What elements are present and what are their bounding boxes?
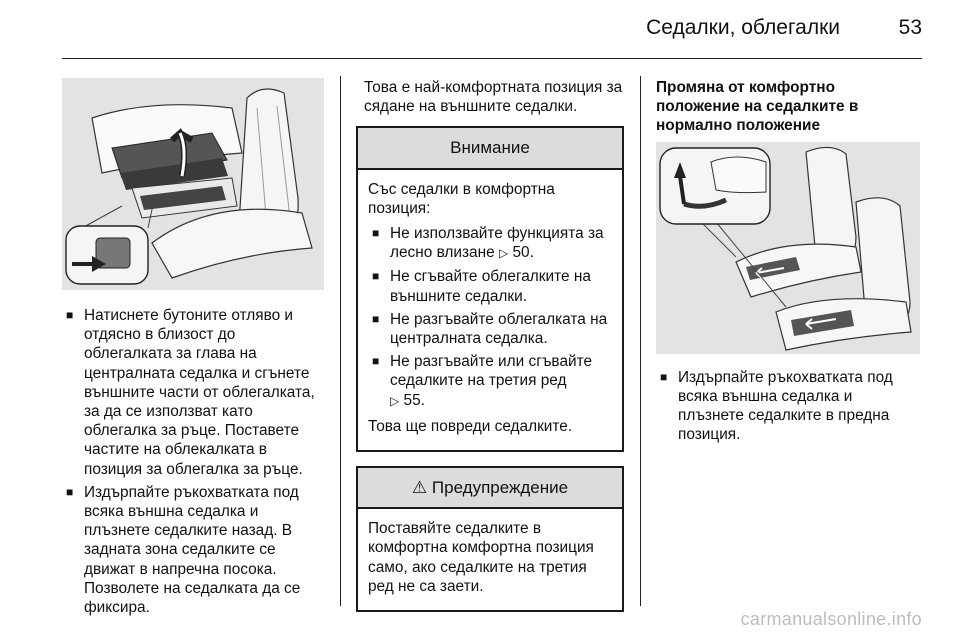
- column-3: [656, 78, 920, 448]
- caution-title: Внимание: [358, 128, 622, 169]
- caution-lead: Със седалки в комфортна позиция:: [368, 180, 555, 217]
- column-1: [62, 78, 324, 621]
- warning-body: Поставяйте седалките в комфортна комфортна позиция само, ако седалките на третия ред не са заети.: [368, 520, 594, 595]
- list-item: ■ Издърпайте ръкохватката под всяка външна седалка и плъзнете седалките назад. В задната зона седалките се движат в напречна посока. Позволете на седалката да се фиксира.: [62, 483, 324, 617]
- watermark: carmanualsonline.info: [740, 609, 922, 629]
- seat-slide-illustration: [656, 142, 920, 354]
- list-item: ■ Не използвайте функцията за лесно влизане ▷ 50.: [368, 224, 614, 263]
- list-item: ■ Не сгъвайте облегалките на външните седалки.: [368, 267, 614, 305]
- seat-armrest-illustration: [62, 78, 324, 290]
- header-divider: [62, 58, 922, 59]
- warning-triangle-icon: ⚠: [411, 478, 428, 498]
- list-item: ■ Не разгъвайте облегалката на централната седалка.: [368, 310, 614, 348]
- caution-closing: Това ще повреди седалките.: [368, 417, 573, 435]
- seat-illustration-graphic: [62, 78, 324, 290]
- warning-box: [356, 466, 624, 612]
- page-number: 53: [898, 16, 922, 39]
- warning-header: [358, 468, 622, 509]
- caution-list: [368, 224, 614, 411]
- instructions-list-1: [62, 306, 324, 617]
- list-item: ■ Издърпайте ръкохватката под всяка външна седалка и плъзнете седалките в предна позиция.: [656, 368, 920, 445]
- seat-slide-graphic: [656, 142, 920, 354]
- intro-paragraph: Това е най-комфортната позиция за сядане на външните седалки.: [364, 79, 623, 116]
- page-title: Седалки, облегалки: [646, 16, 840, 39]
- caution-box: [356, 126, 624, 452]
- page-ref-icon: ▷: [498, 246, 509, 261]
- column-2: [356, 78, 624, 612]
- warning-title: Предупреждение: [431, 478, 569, 498]
- column-divider-2: [640, 76, 641, 606]
- instructions-list-3: [656, 368, 920, 445]
- page-ref-icon: ▷: [390, 393, 400, 408]
- list-item: ■ Натиснете бутоните отляво и отдясно в близост до облегалката за глава на централната седалка и сгънете външните части от облегалката, за да се използват като облегалка за ръце. Поставете частите на облекалката в позиция за облегалка за ръце.: [62, 306, 324, 479]
- section-heading: Промяна от комфортно положение на седалките в нормално положение: [656, 79, 859, 135]
- column-divider-1: [340, 76, 341, 606]
- list-item: ■ Не разгъвайте или сгъвайте седалките на третия ред ▷ 55.: [368, 352, 614, 411]
